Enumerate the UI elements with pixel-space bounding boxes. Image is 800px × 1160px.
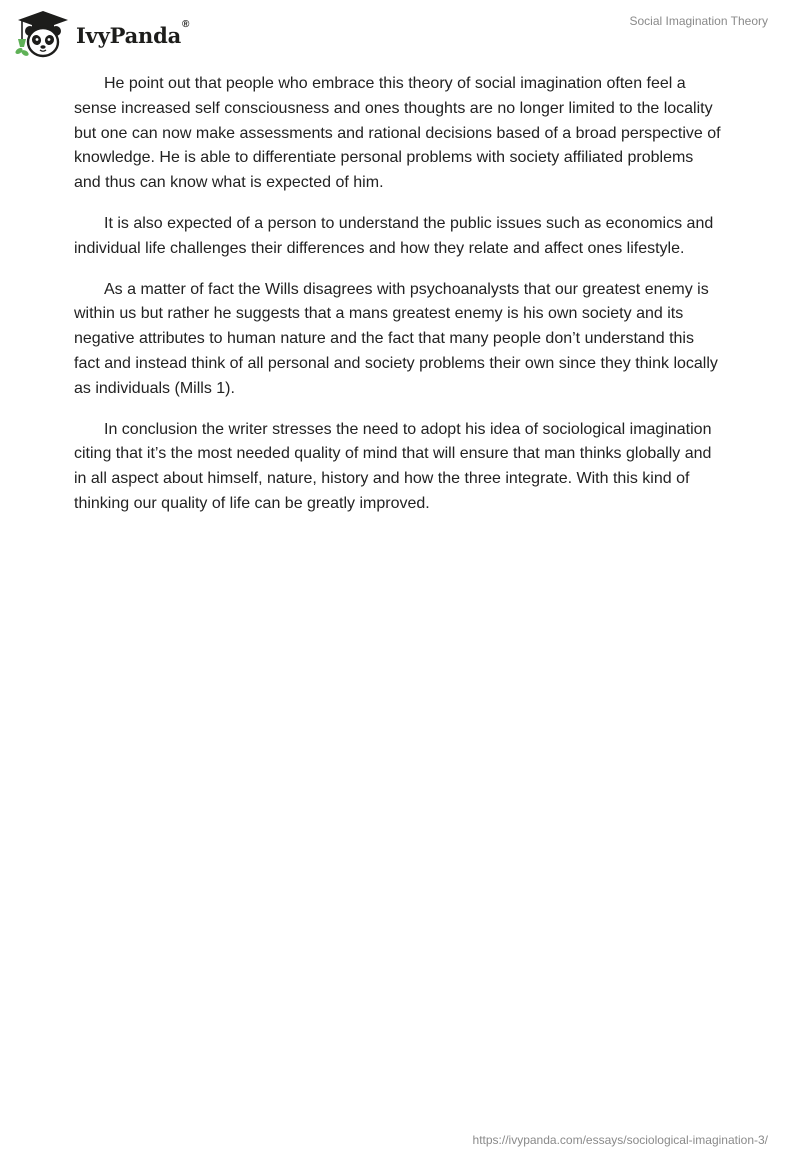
essay-body [74, 72, 724, 533]
document-title: Social Imagination Theory [629, 14, 768, 28]
registered-mark: ® [182, 18, 190, 30]
paragraph: It is also expected of a person to understand the public issues such as economics and individual life challenges their differences and how they relate and affect ones lifestyle. [74, 214, 714, 257]
source-url[interactable]: https://ivypanda.com/essays/sociological-imagination-3/ [472, 1133, 768, 1147]
paragraph: In conclusion the writer stresses the need to adopt his idea of sociological imagination citing that it’s the most needed quality of mind that will ensure that man thinks globally and in all aspect about himself, nature, history and how the three integrate. With this kind of thinking our quality of life can be greatly improved. [74, 420, 712, 512]
page-header [0, 0, 800, 70]
ivypanda-logo[interactable] [14, 8, 189, 60]
panda-graduate-icon [14, 9, 72, 59]
logo-wordmark [76, 18, 190, 48]
paragraph: As a matter of fact the Wills disagrees with psychoanalysts that our greatest enemy is within us but rather he suggests that a mans greatest enemy is his own society and its negative attributes to human nature and the fact that many people don’t understand this fact and instead think of all personal and society problems their own since they think locally as individuals (Mills 1). [74, 280, 718, 397]
paragraph: He point out that people who embrace this theory of social imagination often feel a sense increased self consciousness and ones thoughts are no longer limited to the locality but one can now make assessments and rational decisions based of a broad perspective of knowledge. He is able to differentiate personal problems with society affiliated problems and thus can know what is expected of him. [74, 75, 721, 192]
logo-text: IvyPanda [76, 22, 182, 48]
